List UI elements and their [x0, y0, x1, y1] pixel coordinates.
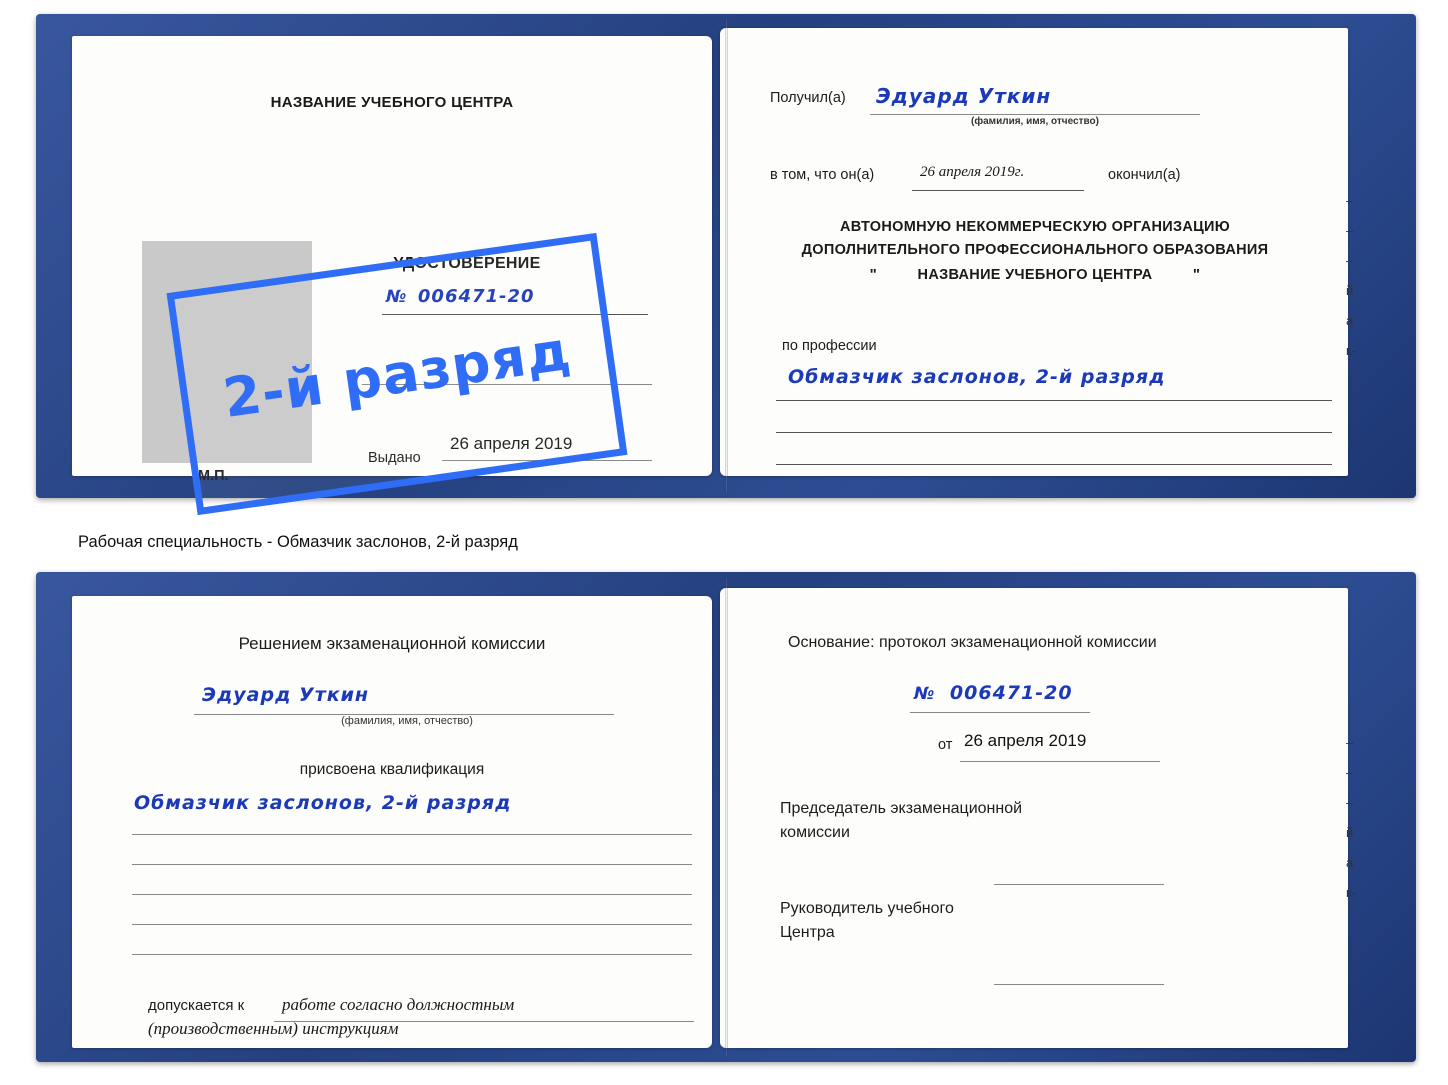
profession-value: Обмазчик заслонов, 2-й разряд	[788, 366, 1166, 388]
training-center-title: НАЗВАНИЕ УЧЕБНОГО ЦЕНТРА	[270, 94, 514, 111]
certificate-bottom-cover	[36, 572, 1416, 1062]
edge-frag-3: й	[1346, 283, 1354, 298]
qual-line-3	[132, 894, 692, 895]
profession-underline-1	[776, 400, 1332, 401]
chairman-label-1: Председатель экзаменационной	[780, 800, 1023, 817]
finished-label: окончил(а)	[1108, 167, 1181, 183]
assigned-qualification-label: присвоена квалификация	[299, 761, 485, 778]
qual-line-1	[132, 834, 692, 835]
allowed-value-2: (производственным) инструкциям	[148, 1019, 399, 1038]
commission-decision-title: Решением экзаменационной комиссии	[238, 634, 546, 653]
from-date: 26 апреля 2019	[964, 731, 1087, 750]
certificate-bottom-right-page	[720, 588, 1348, 1048]
completed-date: 26 апреля 2019г.	[920, 164, 1025, 180]
received-name-underline	[870, 114, 1200, 115]
caption-text: Рабочая специальность - Обмазчик заслонов, 2-й разряд	[78, 533, 518, 551]
qual-line-5	[132, 954, 692, 955]
name-hint: (фамилия, имя, отчество)	[971, 116, 1099, 127]
edge-frag-2: –	[1346, 253, 1354, 268]
edge-frag-b-5: к-	[1346, 885, 1357, 900]
protocol-number-underline	[910, 712, 1090, 713]
issued-label: Выдано	[368, 450, 421, 466]
edge-frag-1: –	[1346, 223, 1354, 238]
organization-name: НАЗВАНИЕ УЧЕБНОГО ЦЕНТРА	[917, 267, 1153, 283]
allowed-value: работе согласно должностным	[282, 995, 515, 1014]
protocol-number-symbol: №	[914, 684, 936, 704]
completed-date-underline	[912, 190, 1084, 191]
edge-frag-b-0: –	[1346, 735, 1354, 750]
document-type-title: УДОСТОВЕРЕНИЕ	[393, 255, 541, 272]
organization-line-2: ДОПОЛНИТЕЛЬНОГО ПРОФЕССИОНАЛЬНОГО ОБРАЗОВАНИЯ	[801, 242, 1269, 258]
organization-name-row	[750, 266, 1320, 284]
allowed-label: допускается к	[148, 997, 245, 1014]
received-name: Эдуард Уткин	[876, 84, 1052, 108]
organization-line-1: АВТОНОМНУЮ НЕКОММЕРЧЕСКУЮ ОРГАНИЗАЦИЮ	[839, 219, 1231, 235]
received-label: Получил(а)	[770, 90, 846, 106]
edge-frag-0: –	[1346, 193, 1354, 208]
profession-underline-2	[776, 432, 1332, 433]
certificate-number-value: 006471-20	[417, 286, 535, 307]
quote-close: "	[1192, 266, 1201, 283]
seal-label: М.П.	[198, 468, 229, 484]
that-he-label: в том, что он(а)	[770, 167, 875, 183]
person-name-bottom: Эдуард Уткин	[202, 684, 370, 706]
chairman-label-2: комиссии	[780, 824, 850, 841]
head-label-1: Руководитель учебного	[780, 900, 954, 917]
edge-frag-b-2: –	[1346, 795, 1354, 810]
profession-label: по профессии	[782, 338, 877, 354]
qualification-value: Обмазчик заслонов, 2-й разряд	[134, 792, 512, 814]
name-hint-bottom: (фамилия, имя, отчество)	[341, 715, 473, 727]
certificate-top-right-page	[720, 28, 1348, 476]
number-symbol: №	[386, 287, 408, 307]
grade-stamp-text: 2-й разряд	[219, 318, 575, 430]
qual-line-2	[132, 864, 692, 865]
edge-frag-5: к-	[1346, 343, 1357, 358]
from-date-underline	[960, 761, 1160, 762]
head-signature-line	[994, 984, 1164, 985]
protocol-number-value: 006471-20	[949, 682, 1073, 704]
protocol-number-row	[914, 682, 1073, 704]
quote-open: "	[869, 266, 878, 283]
basis-label: Основание: протокол экзаменационной комиссии	[788, 634, 1157, 651]
issued-date: 26 апреля 2019	[450, 434, 573, 453]
qual-line-4	[132, 924, 692, 925]
head-label-2: Центра	[780, 924, 835, 941]
certificate-bottom-left-page	[72, 596, 712, 1048]
edge-fragments-top	[1346, 186, 1386, 366]
edge-frag-b-3: й	[1346, 825, 1354, 840]
from-label: от	[938, 737, 953, 753]
edge-frag-4: а	[1346, 313, 1354, 328]
edge-frag-b-4: а	[1346, 855, 1354, 870]
edge-frag-b-1: –	[1346, 765, 1354, 780]
chairman-signature-line	[994, 884, 1164, 885]
edge-fragments-bottom	[1346, 728, 1386, 908]
profession-underline-3	[776, 464, 1332, 465]
